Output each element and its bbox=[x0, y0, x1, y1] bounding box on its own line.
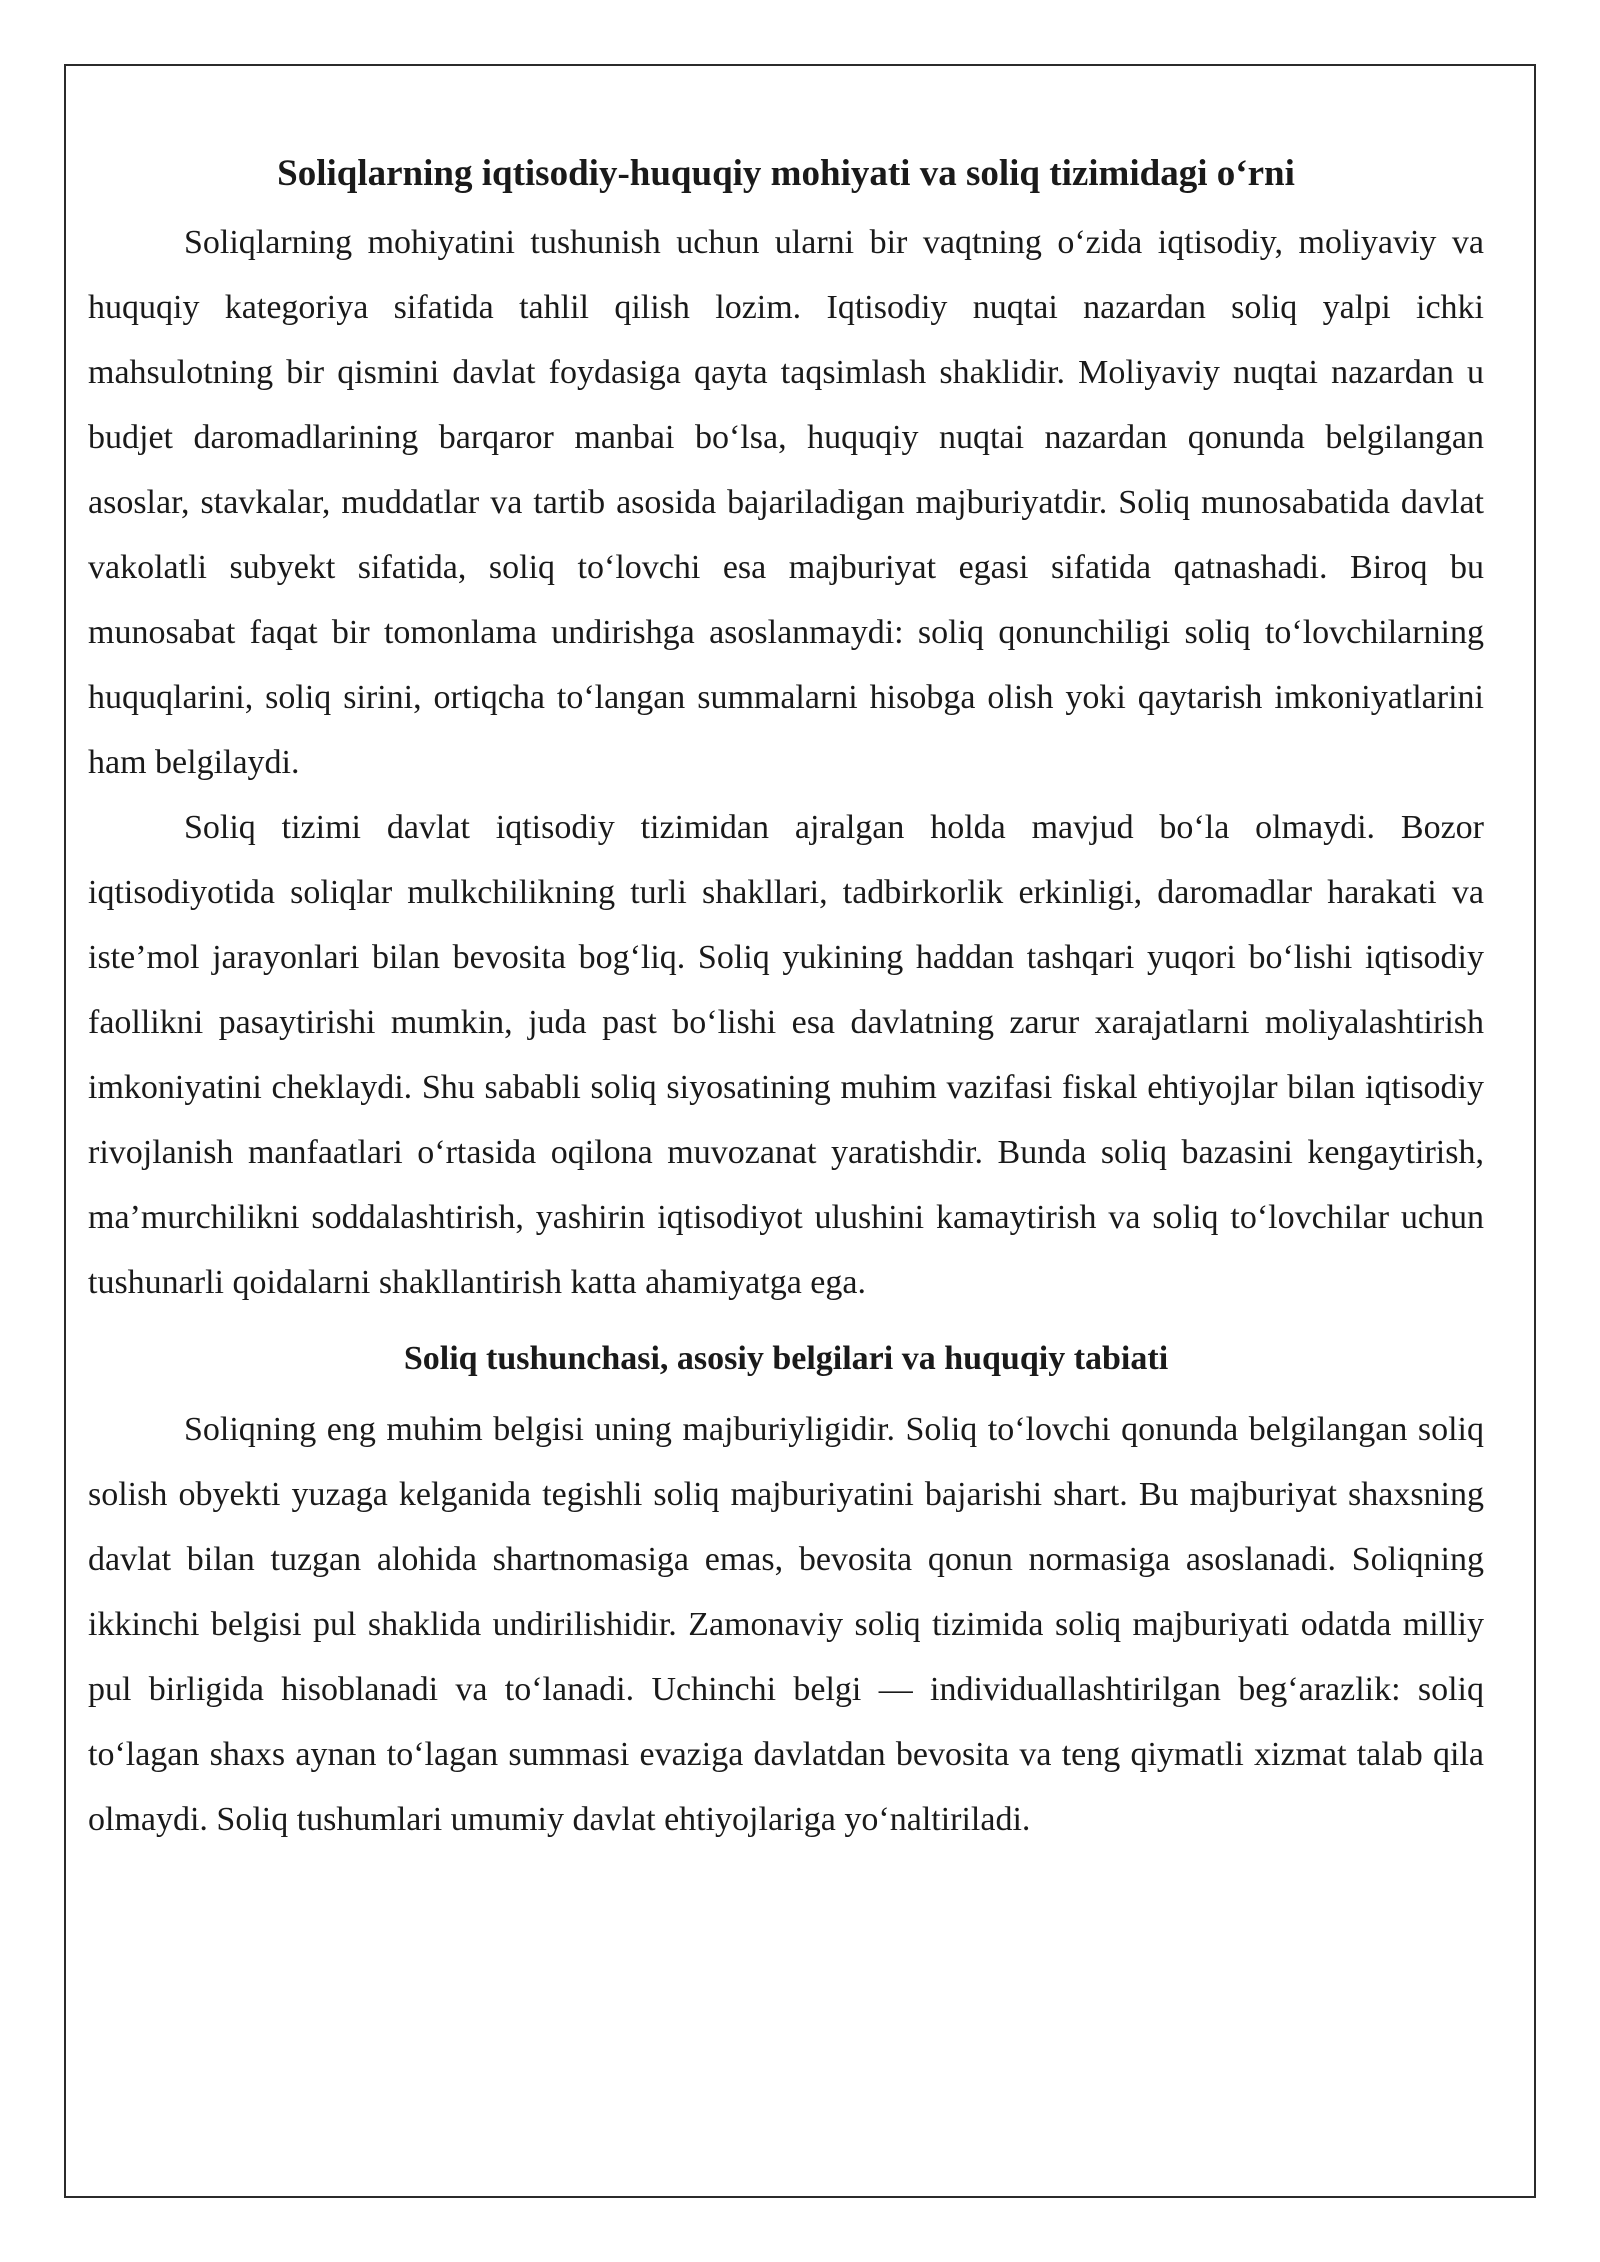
paragraph: Soliqning eng muhim belgisi uning majburiyligidir. Soliq to‘lovchi qonunda belgilangan soliq solish obyekti yuzaga kelganida tegishli soliq majburiyatini bajarishi shart. Bu majburiyat shaxsning davlat bilan tuzgan alohida shartnomasiga emas, bevosita qonun normasiga asoslanadi. Soliqning ikkinchi belgisi pul shaklida undirilishidir. Zamonaviy soliq tizimida soliq majburiyati odatda milliy pul birligida hisoblanadi va to‘lanadi. Uchinchi belgi — individuallashtirilgan beg‘arazlik: soliq to‘lagan shaxs aynan to‘lagan summasi evaziga davlatdan bevosita va teng qiymatli xizmat talab qila olmaydi. Soliq tushumlari umumiy davlat ehtiyojlariga yo‘naltiriladi. bbox=[88, 1411, 1484, 1838]
document-title: Soliqlarning iqtisodiy-huquqiy mohiyati va soliq tizimidagi o‘rni bbox=[277, 153, 1295, 194]
paragraph: Soliq tizimi davlat iqtisodiy tizimidan ajralgan holda mavjud bo‘la olmaydi. Bozor iqtisodiyotida soliqlar mulkchilikning turli shakllari, tadbirkorlik erkinligi, daromadlar harakati va iste’mol jarayonlari bilan bevosita bog‘liq. Soliq yukining haddan tashqari yuqori bo‘lishi iqtisodiy faollikni pasaytirishi mumkin, juda past bo‘lishi esa davlatning zarur xarajatlarni moliyalashtirish imkoniyatini cheklaydi. Shu sababli soliq siyosatining muhim vazifasi fiskal ehtiyojlar bilan iqtisodiy rivojlanish manfaatlari o‘rtasida oqilona muvozanat yaratishdir. Bunda soliq bazasini kengaytirish, ma’murchilikni soddalashtirish, yashirin iqtisodiyot ulushini kamaytirish va soliq to‘lovchilar uchun tushunarli qoidalarni shakllantirish katta ahamiyatga ega. bbox=[88, 809, 1484, 1301]
document-body bbox=[88, 140, 1484, 1852]
paragraph: Soliqlarning mohiyatini tushunish uchun ularni bir vaqtning o‘zida iqtisodiy, moliyaviy va huquqiy kategoriya sifatida tahlil qilish lozim. Iqtisodiy nuqtai nazardan soliq yalpi ichki mahsulotning bir qismini davlat foydasiga qayta taqsimlash shaklidir. Moliyaviy nuqtai nazardan u budjet daromadlarining barqaror manbai bo‘lsa, huquqiy nuqtai nazardan qonunda belgilangan asoslar, stavkalar, muddatlar va tartib asosida bajariladigan majburiyatdir. Soliq munosabatida davlat vakolatli subyekt sifatida, soliq to‘lovchi esa majburiyat egasi sifatida qatnashadi. Biroq bu munosabat faqat bir tomonlama undirishga asoslanmaydi: soliq qonunchiligi soliq to‘lovchilarning huquqlarini, soliq sirini, ortiqcha to‘langan summalarni hisobga olish yoki qaytarish imkoniyatlarini ham belgilaydi. bbox=[88, 224, 1484, 781]
section-heading: Soliq tushunchasi, asosiy belgilari va huquqiy tabiati bbox=[403, 1340, 1169, 1377]
